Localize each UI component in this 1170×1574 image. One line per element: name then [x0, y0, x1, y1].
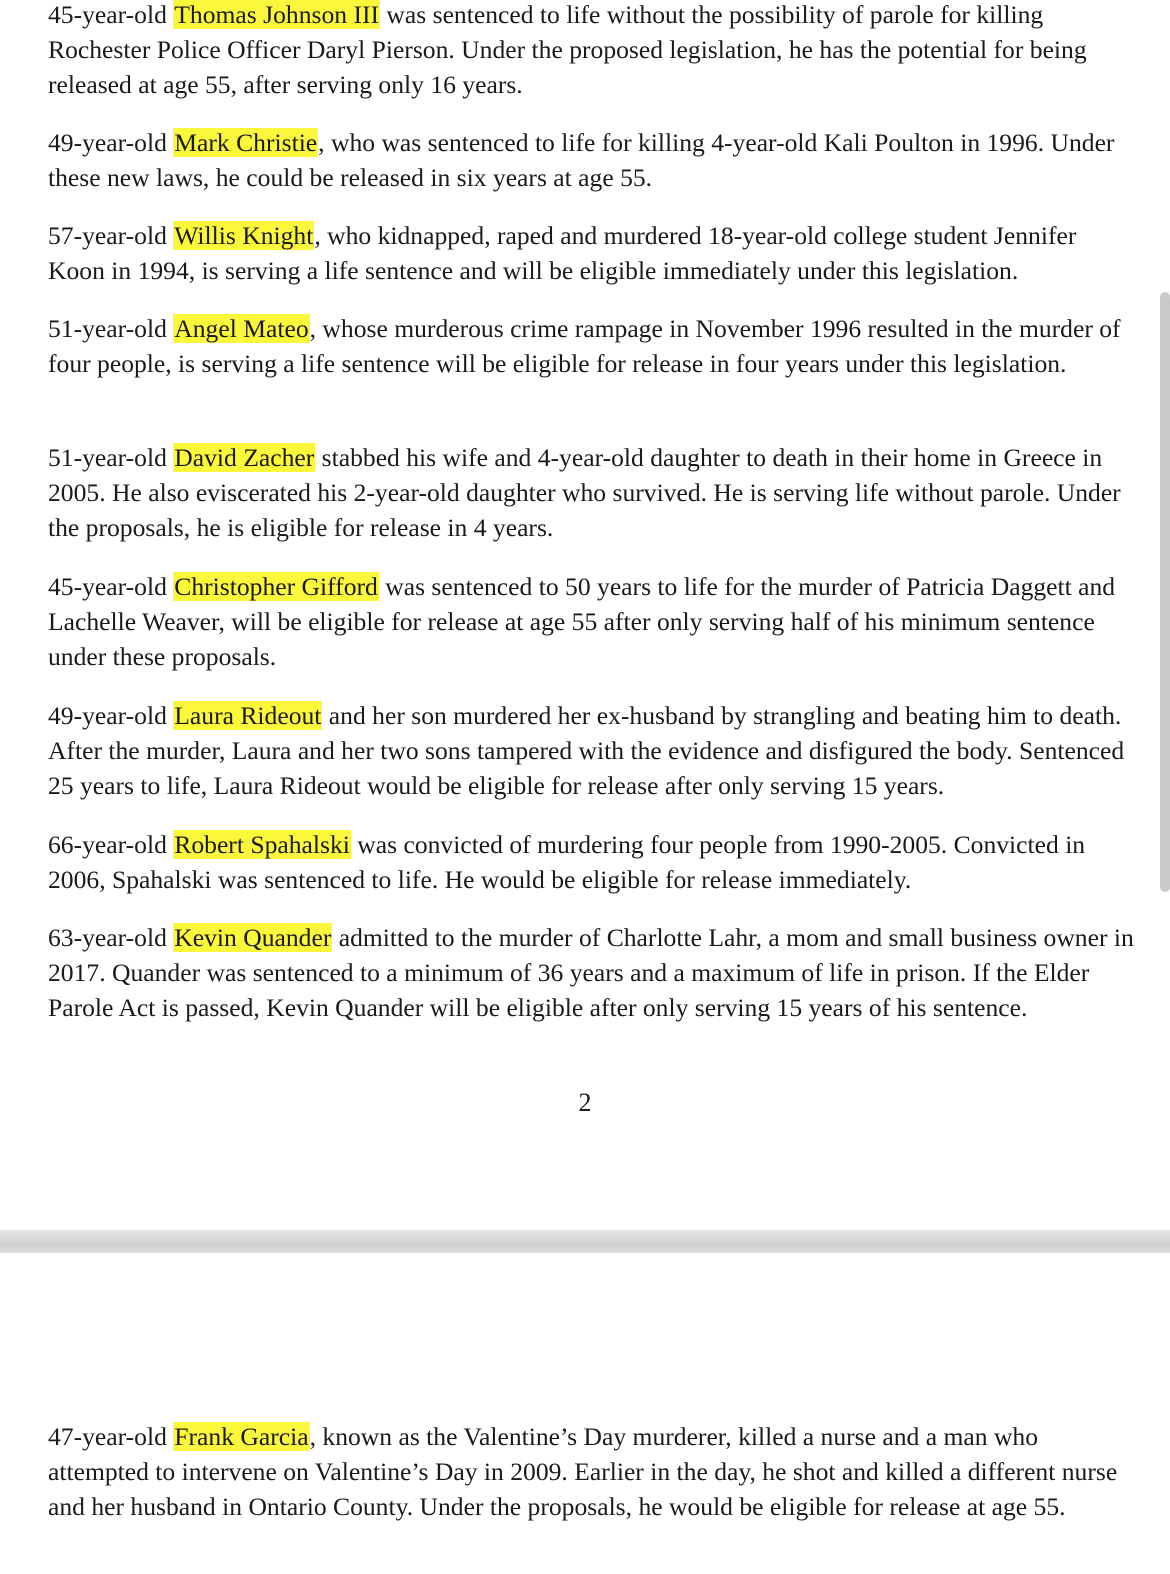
- highlighted-name: Christopher Gifford: [174, 572, 378, 601]
- paragraph-mark-christie: [48, 125, 1138, 195]
- page-separator: [0, 1230, 1170, 1253]
- age-text: 45-year-old: [48, 572, 174, 601]
- paragraph-body: admitted to the murder of Charlotte Lahr, a mom and small business owner in 2017. Quander was sentenced to a minimum of 36 years and a maximum of life in prison. If the Elder Parole Act is passed, Kevin Quander will be eligible after only serving 15 years of his sentence.: [48, 923, 1134, 1023]
- paragraph-body: was convicted of murdering four people from 1990-2005. Convicted in 2006, Spahalski was sentenced to life. He would be eligible for release immediately.: [48, 830, 1086, 895]
- age-text: 51-year-old: [48, 314, 174, 343]
- paragraph-body: , known as the Valentine’s Day murderer, killed a nurse and a man who attempted to intervene on Valentine’s Day in 2009. Earlier in the day, he shot and killed a different nurse and her husband in Ontario County. Under the proposals, he would be eligible for release at age 55.: [48, 1422, 1118, 1522]
- paragraph-body: was sentenced to 50 years to life for the murder of Patricia Daggett and Lachelle Weaver, will be eligible for release at age 55 after only serving half of his minimum sentence under these proposals.: [48, 572, 1116, 672]
- age-text: 57-year-old: [48, 221, 174, 250]
- highlighted-name: Angel Mateo: [174, 314, 309, 343]
- paragraph-body: and her son murdered her ex-husband by strangling and beating him to death. After the murder, Laura and her two sons tampered with the evidence and disfigured the body. Sentenced 25 years to life, Laura Rideout would be eligible for release after only serving 15 years.: [48, 701, 1125, 801]
- paragraph-christopher-gifford: [48, 569, 1138, 675]
- highlighted-name: Thomas Johnson III: [174, 0, 380, 29]
- paragraph-robert-spahalski: [48, 827, 1138, 897]
- paragraph-body: , who kidnapped, raped and murdered 18-year-old college student Jennifer Koon in 1994, is serving a life sentence and will be eligible immediately under this legislation.: [48, 221, 1077, 286]
- age-text: 45-year-old: [48, 0, 174, 29]
- page-number: 2: [578, 1088, 592, 1117]
- paragraph-body: , who was sentenced to life for killing 4-year-old Kali Poulton in 1996. Under these new laws, he could be released in six years at age 55.: [48, 128, 1115, 193]
- highlighted-name: Mark Christie: [174, 128, 318, 157]
- paragraph-body: stabbed his wife and 4-year-old daughter to death in their home in Greece in 2005. He also eviscerated his 2-year-old daughter who survived. He is serving life without parole. Under the proposals, he is eligible for release in 4 years.: [48, 443, 1121, 543]
- paragraph-body: , whose murderous crime rampage in November 1996 resulted in the murder of four people, is serving a life sentence will be eligible for release in four years under this legislation.: [48, 314, 1121, 379]
- age-text: 49-year-old: [48, 128, 174, 157]
- document-page-3: [0, 1253, 1170, 1574]
- paragraph-david-zacher: [48, 440, 1138, 546]
- highlighted-name: Robert Spahalski: [174, 830, 350, 859]
- age-text: 49-year-old: [48, 701, 174, 730]
- paragraph-laura-rideout: [48, 698, 1138, 804]
- highlighted-name: Kevin Quander: [174, 923, 332, 952]
- paragraph-frank-garcia: [48, 1419, 1138, 1525]
- paragraph-thomas-johnson: [48, 0, 1138, 103]
- highlighted-name: David Zacher: [174, 443, 315, 472]
- paragraph-kevin-quander: [48, 920, 1138, 1026]
- highlighted-name: Willis Knight: [174, 221, 314, 250]
- paragraph-angel-mateo: [48, 311, 1138, 381]
- highlighted-name: Laura Rideout: [174, 701, 322, 730]
- vertical-scrollbar[interactable]: [1160, 292, 1170, 892]
- paragraph-body: was sentenced to life without the possibility of parole for killing Rochester Police Officer Daryl Pierson. Under the proposed legislation, he has the potential for being released at age 55, after serving only 16 years.: [48, 0, 1087, 100]
- age-text: 63-year-old: [48, 923, 174, 952]
- age-text: 47-year-old: [48, 1422, 174, 1451]
- age-text: 51-year-old: [48, 443, 174, 472]
- highlighted-name: Frank Garcia: [174, 1422, 309, 1451]
- age-text: 66-year-old: [48, 830, 174, 859]
- paragraph-willis-knight: [48, 218, 1138, 288]
